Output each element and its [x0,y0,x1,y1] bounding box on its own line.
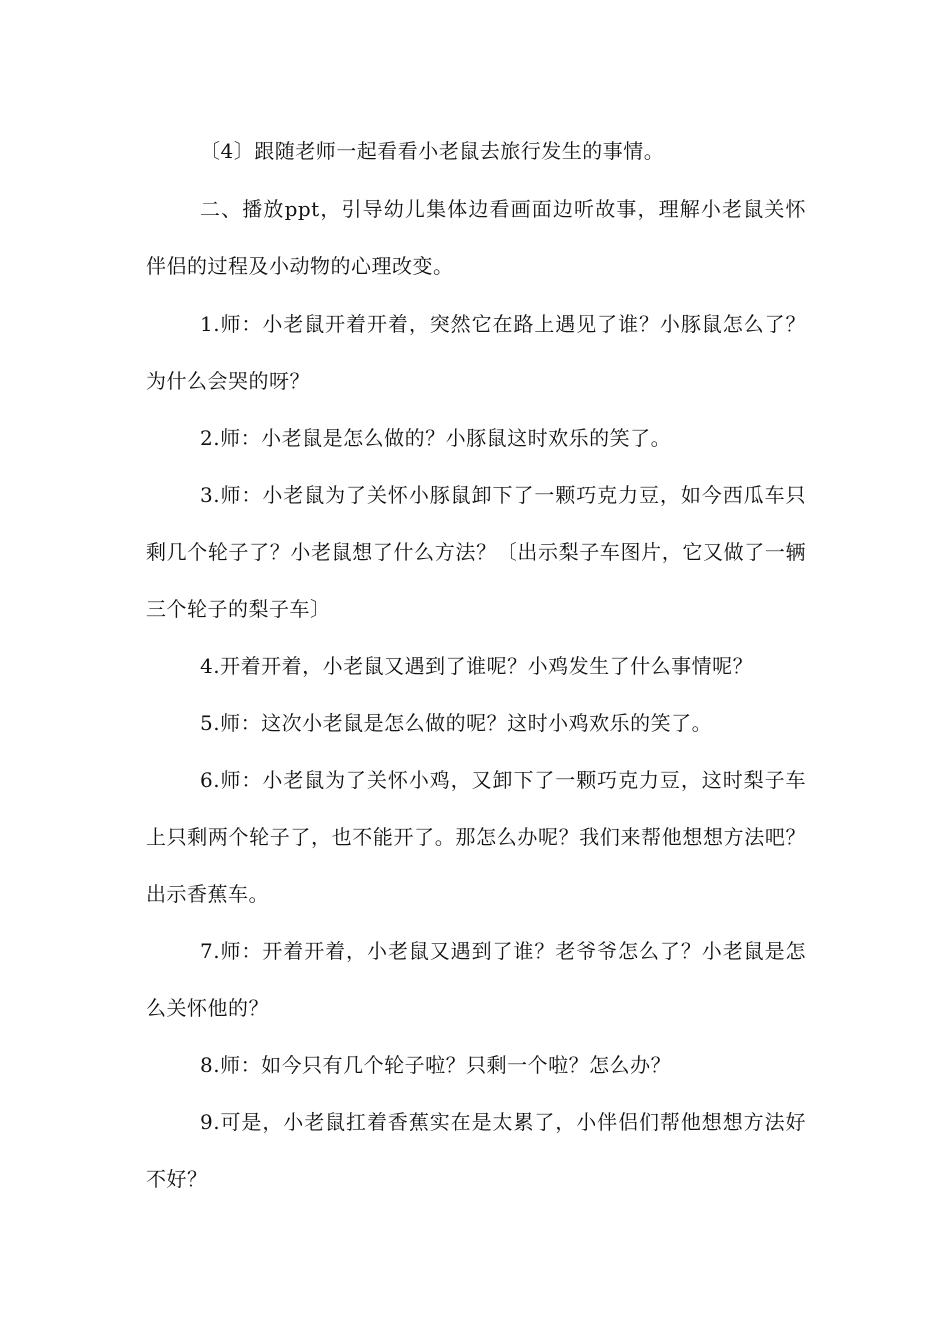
paragraph-section-2: 二、播放ppt，引导幼儿集体边看画面边听故事，理解小老鼠关怀伴侣的过程及小动物的心理改变。 [146,197,806,278]
paragraph-item-9: 9.可是，小老鼠扛着香蕉实在是太累了，小伴侣们帮他想想方法好不好？ [146,1110,806,1191]
paragraph-item-4: 4.开着开着，小老鼠又遇到了谁呢？小鸡发生了什么事情呢？ [200,654,754,678]
paragraph-item-2: 2.师：小老鼠是怎么做的？小豚鼠这时欢乐的笑了。 [200,426,672,450]
paragraph-item-8: 8.师：如今只有几个轮子啦？只剩一个啦？怎么办？ [200,1053,672,1077]
paragraph-item-1: 1.师：小老鼠开着开着，突然它在路上遇见了谁？小豚鼠怎么了？为什么会哭的呀？ [146,312,806,393]
paragraph-item-5: 5.师：这次小老鼠是怎么做的呢？这时小鸡欢乐的笑了。 [200,711,713,735]
paragraph-item-7: 7.师：开着开着，小老鼠又遇到了谁？老爷爷怎么了？小老鼠是怎么关怀他的？ [146,939,806,1020]
paragraph-step-4: 〔4〕跟随老师一起看看小老鼠去旅行发生的事情。 [200,139,665,163]
paragraph-item-6: 6.师：小老鼠为了关怀小鸡，又卸下了一颗巧克力豆，这时梨子车上只剩两个轮子了，也不能开了。那怎么办呢？我们来帮他想想方法吧？出示香蕉车。 [146,768,806,906]
paragraph-item-3: 3.师：小老鼠为了关怀小豚鼠卸下了一颗巧克力豆，如今西瓜车只剩几个轮子了？小老鼠想了什么方法？〔出示梨子车图片，它又做了一辆三个轮子的梨子车〕 [146,483,806,621]
